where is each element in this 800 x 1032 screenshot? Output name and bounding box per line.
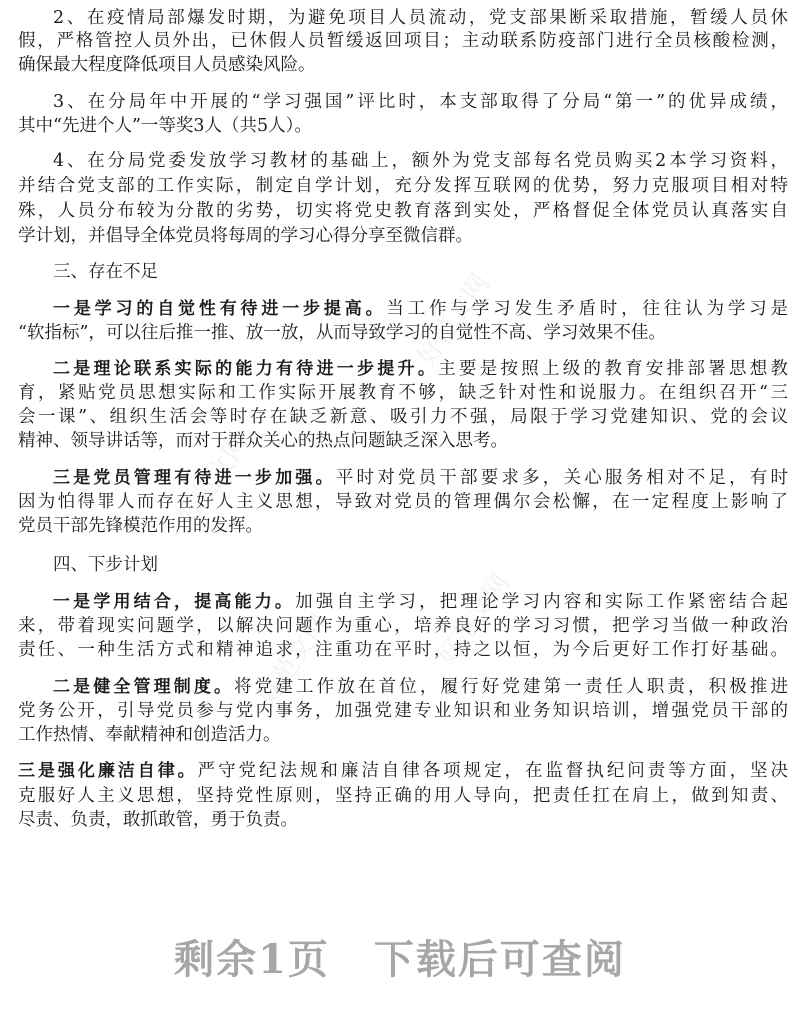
text-line: 2、在疫情局部爆发时期，为避免项目人员流动，党支部果断采取措施，暂缓人员休	[53, 8, 788, 28]
text-line: 责任、一种生活方式和精神追求，注重功在平时，持之以恒，为今后更好工作打好基础。	[18, 640, 788, 660]
text-line: 来，带着现实问题学，以解决问题作为重心，培养良好的学习习惯，把学习当做一种政治	[18, 616, 788, 636]
text-line	[18, 759, 788, 783]
text-line: 因为怕得罪人而存在好人主义思想，导致对党员的管理偶尔会松懈，在一定程度上影响了	[18, 492, 788, 512]
text-line: 4、在分局党委发放学习教材的基础上，额外为党支部每名党员购买2本学习资料，	[53, 151, 788, 171]
text-line: 其中“先进个人”一等奖3人（共5人）。	[18, 116, 312, 136]
text-line	[53, 357, 788, 381]
watermark: 好范文网	[431, 568, 517, 672]
item-text: 将党建工作放在首位，履行好党建第一责任人职责，积极推进	[234, 677, 789, 697]
item-text: 当工作与学习发生矛盾时，往往认为学习是	[386, 299, 789, 319]
text-line: 党员干部先锋模范作用的发挥。	[18, 516, 263, 536]
text-line	[53, 590, 788, 614]
download-prompt[interactable]	[0, 928, 800, 985]
text-line: 尽责、负责，敢抓敢管，勇于负责。	[18, 810, 298, 830]
item-lead: 三是强化廉洁自律。	[18, 761, 198, 781]
text-line: 会一课”、组织生活会等时存在缺乏新意、吸引力不强，局限于学习党建知识、党的会议	[18, 407, 788, 427]
text-line: “软指标”，可以往后推一推、放一放，从而导致学习的自觉性不高、学习效果不佳。	[18, 323, 666, 343]
item-lead: 一是学用结合，提高能力。	[53, 592, 296, 612]
item-text: 平时对党员干部要求多，关心服务相对不足，有时	[335, 468, 789, 488]
item-text: 严守党纪法规和廉洁自律各项规定，在监督执纪问责等方面，坚决	[197, 761, 789, 781]
watermark: 好范文网	[251, 608, 337, 712]
remaining-pages-label: 剩余1页	[174, 936, 330, 983]
text-line: 党务公开，引导党员参与党内事务，加强党建专业知识和业务知识培训，增强党员干部的	[18, 701, 788, 721]
section-heading-next-steps: 四、下步计划	[53, 555, 158, 575]
item-text: 加强自主学习，把理论学习内容和实际工作紧密结合起	[295, 592, 789, 612]
watermark: 好范文网	[411, 268, 497, 372]
item-lead: 二是健全管理制度。	[53, 677, 235, 697]
text-line: 假，严格管控人员外出，已休假人员暂缓返回项目；主动联系防疫部门进行全员核酸检测，	[18, 31, 788, 51]
section-heading-shortcomings: 三、存在不足	[53, 262, 158, 282]
text-line: 3、在分局年中开展的“学习强国”评比时，本支部取得了分局“第一”的优异成绩，	[53, 92, 788, 112]
text-line	[53, 297, 788, 321]
text-line: 工作热情、奉献精神和创造活力。	[18, 725, 281, 745]
text-line: 学计划，并倡导全体党员将每周的学习心得分享至微信群。	[18, 226, 473, 246]
text-line: 殊，人员分布较为分散的劣势，切实将党史教育落到实处，严格督促全体党员认真落实自	[18, 201, 788, 221]
text-line	[53, 675, 788, 699]
text-line: 育，紧贴党员思想实际和工作实际开展教育不够，缺乏针对性和说服力。在组织召开“三	[18, 383, 788, 403]
text-line: 克服好人主义思想，坚持党性原则，坚持正确的用人导向，把责任扛在肩上，做到知责、	[18, 786, 788, 806]
download-to-view-label[interactable]: 下载后可查阅	[373, 936, 626, 983]
text-line: 精神、领导讲话等，而对于群众关心的热点问题缺乏深入思考。	[18, 431, 508, 451]
item-lead: 一是学习的自觉性有待进一步提高。	[53, 299, 387, 319]
item-text: 主要是按照上级的教育安排部署思想教	[438, 359, 788, 379]
item-lead: 三是党员管理有待进一步加强。	[53, 468, 336, 488]
watermark: 好范文网	[171, 428, 257, 532]
text-line: 并结合党支部的工作实际，制定自学计划，充分发挥互联网的优势，努力克服项目相对特	[18, 176, 788, 196]
item-lead: 二是理论联系实际的能力有待进一步提升。	[53, 359, 439, 379]
text-line	[53, 466, 788, 490]
text-line: 确保最大程度降低项目人员感染风险。	[18, 55, 316, 75]
